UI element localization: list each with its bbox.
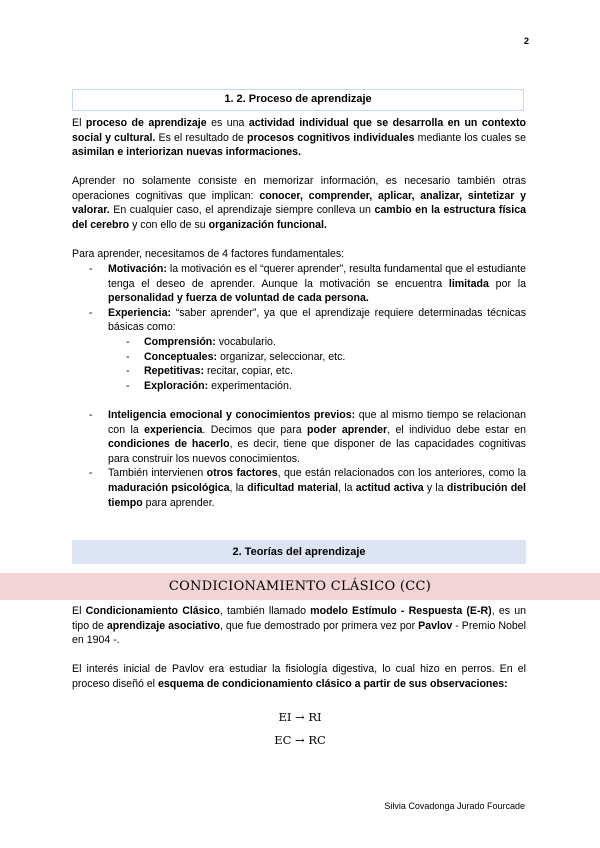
factors-list	[72, 262, 526, 393]
factor-motivacion: - Motivación: la motivación es el “querer aprender”, resulta fundamental que el estudiante tenga el deseo de aprender. Aunque la motivación se encuentra limitada por la personalidad y fuerza de voluntad de cada persona.	[72, 262, 526, 306]
techniques-list	[72, 335, 526, 393]
page-number: 2	[523, 36, 529, 46]
factor-otros: - También intervienen otros factores, que están relacionados con los anteriores, como la maduración psicológica, la dificultad material, la actitud activa y la distribución del tiempo para aprender.	[72, 466, 526, 510]
cognitive-operations-paragraph: Aprender no solamente consiste en memorizar información, es necesario también otras operaciones cognitivas que implican: conocer, comprender, aplicar, analizar, sintetizar y valorar. En cualquier caso, el aprendizaje siempre conlleva un cambio en la estructura física del cerebro y con ello de su organización funcional.	[72, 175, 527, 231]
technique-item: - Comprensión: vocabulario.	[72, 335, 526, 350]
pavlov-paragraph: El interés inicial de Pavlov era estudiar la fisiología digestiva, lo cual hizo en perros. En el proceso diseñó el esquema de condicionamiento clásico a partir de sus observaciones:	[72, 663, 526, 690]
technique-item: - Exploración: experimentación.	[72, 379, 526, 394]
intro-paragraph: El proceso de aprendizaje es una actividad individual que se desarrolla en un contexto social y cultural. Es el resultado de procesos cognitivos individuales mediante los cuales se asimilan e interiorizan nuevas informaciones.	[72, 117, 526, 159]
technique-item: - Conceptuales: organizar, seleccionar, etc.	[72, 350, 526, 365]
author-footer: Silvia Covadonga Jurado Fourcade	[384, 801, 525, 811]
equation-ec-rc: EC → RC	[274, 733, 326, 747]
factor-inteligencia: - Inteligencia emocional y conocimientos previos: que al mismo tiempo se relacionan con la experiencia. Decimos que para poder aprender, el individuo debe estar en condiciones de hacerlo, es decir, tiene que disponer de las capacidades cognitivas para construir los nuevos conocimientos.	[72, 408, 526, 466]
cc-definition-paragraph: El Condicionamiento Clásico, también llamado modelo Estímulo - Respuesta (E-R), es un tipo de aprendizaje asociativo, que fue demostrado por primera vez por Pavlov - Premio Nobel en 1904 -.	[72, 605, 526, 647]
equation-ei-ri: EI → RI	[278, 710, 322, 724]
technique-item: - Repetitivas: recitar, copiar, etc.	[72, 364, 526, 379]
condicionamiento-clasico-banner: CONDICIONAMIENTO CLÁSICO (CC)	[0, 573, 600, 600]
section-heading-teorias: 2. Teorías del aprendizaje	[72, 540, 526, 564]
factor-experiencia: - Experiencia: “saber aprender”, ya que el aprendizaje requiere determinadas técnicas básicas como: - Comprensión: vocabulario. - Conceptuales: organizar, seleccionar, etc. - Repetitivas: recitar, copiar, etc. - Exploración: experimentación.	[72, 306, 526, 394]
factors-list-continued	[72, 408, 526, 510]
section-heading-proceso: 1. 2. Proceso de aprendizaje	[72, 89, 524, 111]
factors-intro: Para aprender, necesitamos de 4 factores fundamentales:	[72, 248, 345, 260]
